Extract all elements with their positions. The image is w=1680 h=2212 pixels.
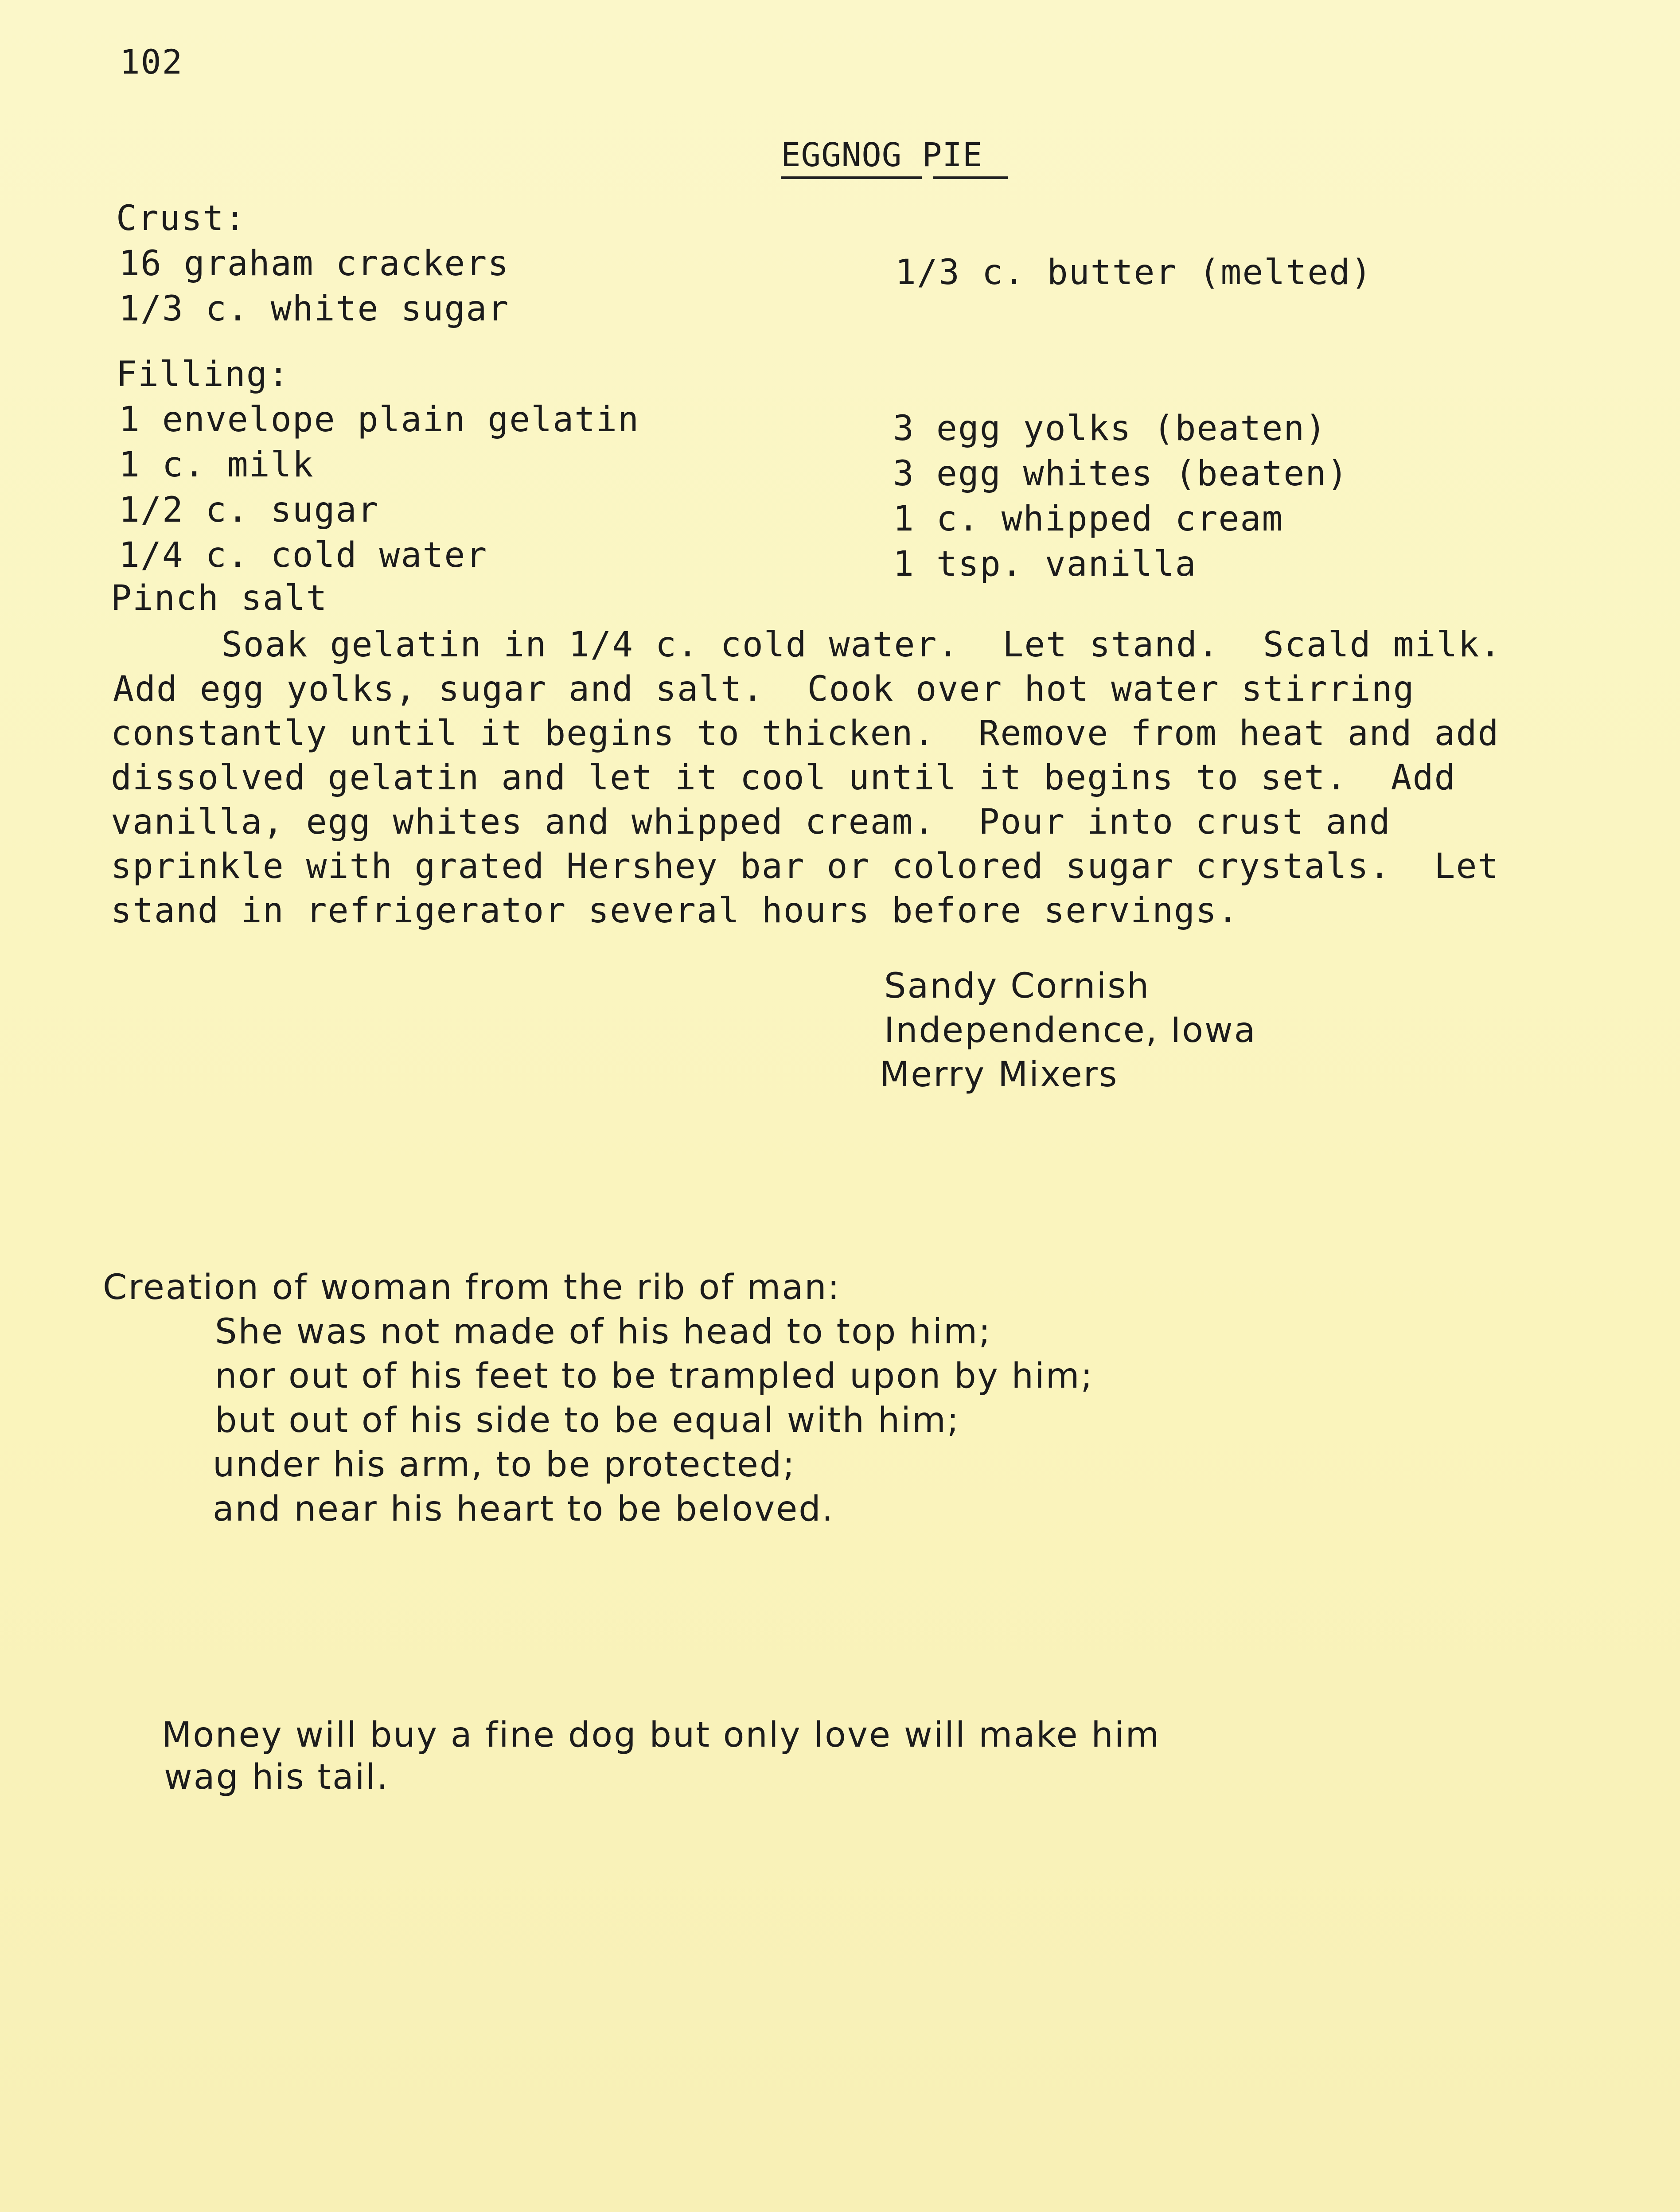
filling-label: Filling:	[116, 355, 290, 394]
instruction-line: stand in refrigerator several hours before servings.	[111, 891, 1239, 931]
crust-ingredient: 1/3 c. butter (melted)	[895, 253, 1373, 293]
filling-ingredient: Pinch salt	[111, 578, 328, 618]
filling-ingredient: 3 egg yolks (beaten)	[893, 409, 1327, 449]
crust-label: Crust:	[116, 199, 246, 238]
poem-heading: Creation of woman from the rib of man:	[103, 1268, 841, 1307]
poem-line: and near his heart to be beloved.	[213, 1489, 834, 1529]
instruction-line: Add egg yolks, sugar and salt. Cook over hot water stirring	[113, 669, 1415, 709]
filling-ingredient: 1/2 c. sugar	[119, 490, 379, 530]
instruction-line: sprinkle with grated Hershey bar or colored sugar crystals. Let	[111, 847, 1500, 886]
attribution-location: Independence, Iowa	[884, 1010, 1257, 1050]
filling-ingredient: 1/4 c. cold water	[119, 535, 488, 575]
filling-ingredient: 1 c. whipped cream	[893, 499, 1284, 539]
quote-line: wag his tail.	[164, 1757, 389, 1797]
instruction-line: constantly until it begins to thicken. Remove from heat and add	[111, 714, 1500, 753]
title-underline	[781, 176, 1008, 179]
instruction-line: dissolved gelatin and let it cool until it begins to set. Add	[111, 758, 1456, 798]
poem-line: She was not made of his head to top him;	[215, 1312, 992, 1352]
filling-ingredient: 1 tsp. vanilla	[893, 544, 1197, 584]
filling-ingredient: 3 egg whites (beaten)	[893, 454, 1349, 494]
page-number: 102	[120, 42, 183, 82]
filling-ingredient: 1 envelope plain gelatin	[119, 400, 640, 440]
filling-ingredient: 1 c. milk	[119, 445, 314, 485]
poem-line: but out of his side to be equal with him;	[215, 1401, 960, 1440]
crust-ingredient: 1/3 c. white sugar	[119, 289, 510, 329]
crust-ingredient: 16 graham crackers	[119, 244, 510, 284]
instruction-line: Soak gelatin in 1/4 c. cold water. Let stand. Scald milk.	[113, 625, 1502, 665]
poem-line: under his arm, to be protected;	[213, 1445, 796, 1485]
attribution-club: Merry Mixers	[880, 1055, 1119, 1095]
instruction-line: vanilla, egg whites and whipped cream. Pour into crust and	[111, 802, 1391, 842]
poem-line: nor out of his feet to be trampled upon by him;	[215, 1356, 1094, 1396]
attribution-name: Sandy Cornish	[884, 966, 1150, 1006]
quote-line: Money will buy a fine dog but only love will make him	[162, 1715, 1161, 1755]
recipe-title: EGGNOG PIE	[781, 136, 983, 174]
